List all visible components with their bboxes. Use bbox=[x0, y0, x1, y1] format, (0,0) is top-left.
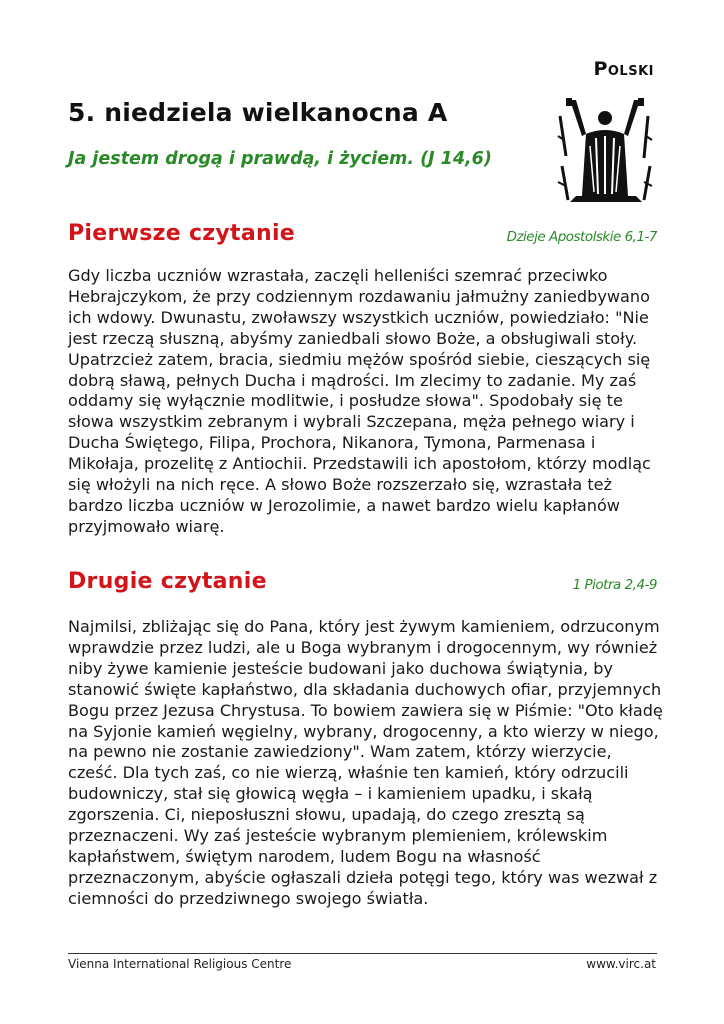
risen-christ-woodcut-icon bbox=[556, 96, 654, 204]
motto-quote: Ja jestem drogą i prawdą, i życiem. (J 14,6) bbox=[68, 149, 492, 169]
risen-christ-woodcut-icon bbox=[556, 96, 654, 204]
language-label: Polski bbox=[593, 58, 654, 80]
footer-organization: Vienna International Religious Centre bbox=[68, 957, 292, 971]
second-reading-reference: 1 Piotra 2,4-9 bbox=[572, 577, 657, 593]
first-reading-text: Gdy liczba uczniów wzrastała, zaczęli helleniści szemrać przeciwko Hebrajczykom, że przy codziennym rozdawaniu jałmużny zaniedbywano ich wdowy. Dwunastu, zwoławszy wszystkich uczniów, powiedziało: "Nie jest rzeczą słuszną, abyśmy zaniedbali słowo Boże, a obsługiwali stoły. Upatrzcież zatem, bracia, siedmiu mężów spośród siebie, cieszących się dobrą sławą, pełnych Ducha i mądrości. Im zlecimy to zadanie. My zaś oddamy się wyłącznie modlitwie, i posłudze słowa". Spodobały się te słowa wszystkim zebranym i wybrali Szczepana, męża pełnego wiary i Ducha Świętego, Filipa, Prochora, Nikanora, Tymona, Parmenasa i Mikołaja, prozelitę z Antiochii. Przedstawili ich apostołom, którzy modląc się włożyli na nich ręce. A słowo Boże rozszerzało się, wzrastała też bardzo liczba uczniów w Jerozolimie, a nawet bardzo wielu kapłanów przyjmowało wiarę. bbox=[68, 266, 651, 536]
page-title: 5. niedziela wielkanocna A bbox=[68, 98, 448, 127]
second-reading-heading: Drugie czytanie bbox=[68, 569, 267, 594]
first-reading-reference: Dzieje Apostolskie 6,1-7 bbox=[506, 229, 657, 245]
second-reading-text: Najmilsi, zbliżając się do Pana, który jest żywym kamieniem, odrzuconym wprawdzie przez ludzi, ale u Boga wybranym i drogocennym, wy również niby żywe kamienie jesteście budowani jako duchowa świątynia, by stanowić święte kapłaństwo, dla składania duchowych ofiar, przyjemnych Bogu przez Jezusa Chrystusa. To bowiem zawiera się w Piśmie: "Oto kładę na Syjonie kamień węgielny, wybrany, drogocenny, a kto wierzy w niego, na pewno nie zostanie zawiedziony". Wam zatem, którzy wierzycie, cześć. Dla tych zaś, co nie wierzą, właśnie ten kamień, który odrzucili budowniczy, stał się głowicą węgła – i kamieniem upadku, i skałą zgorszenia. Ci, nieposłuszni słowu, upadają, do czego zresztą są przeznaczeni. Wy zaś jesteście wybranym plemieniem, królewskim kapłaństwem, świętym narodem, ludem Bogu na własność przeznaczonym, abyście ogłaszali dzieła potęgi tego, który was wezwał z ciemności do przedziwnego swojego światła. bbox=[68, 617, 663, 908]
footer-website-link[interactable]: www.virc.at bbox=[586, 957, 656, 971]
first-reading-heading: Pierwsze czytanie bbox=[68, 221, 296, 246]
footer-divider bbox=[68, 953, 657, 954]
